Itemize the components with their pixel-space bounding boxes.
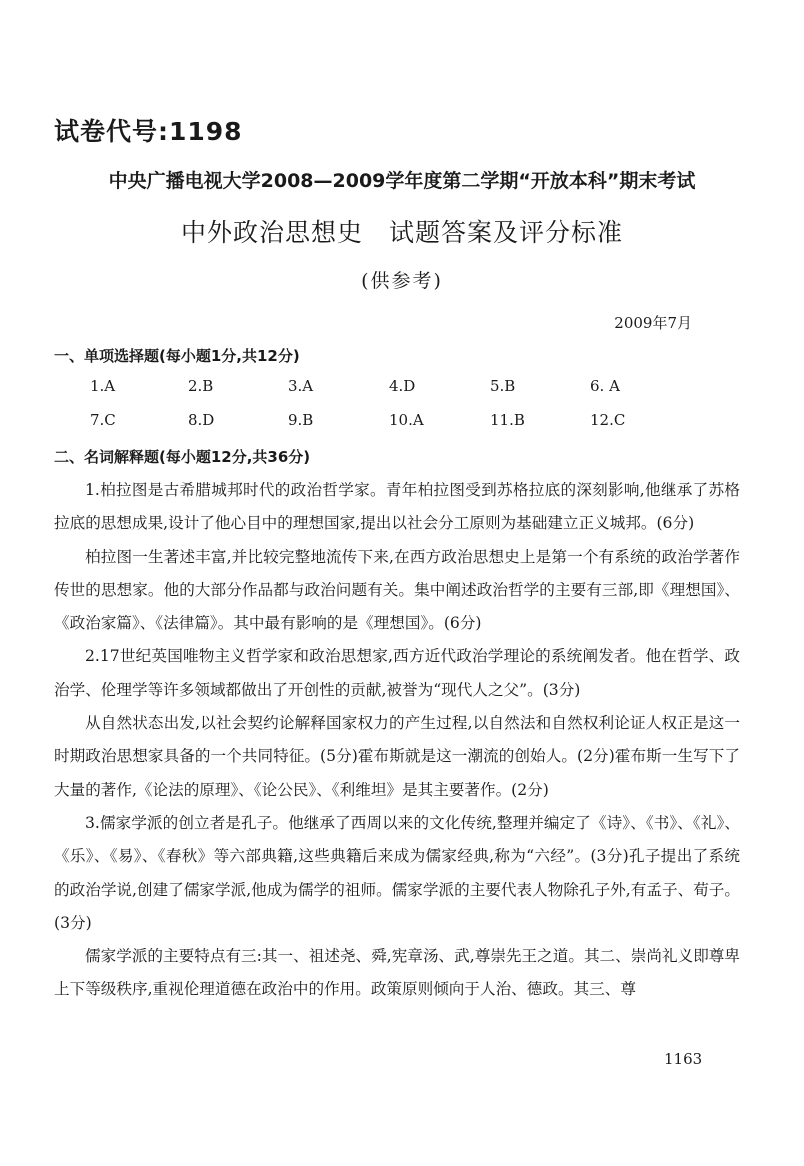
answer-item: 10.A [389, 411, 424, 429]
answer-paragraph: 儒家学派的主要特点有三:其一、祖述尧、舜,宪章汤、武,尊崇先王之道。其二、崇尚礼义即尊卑上下等级秩序,重视伦理道德在政治中的作用。政策原则倾向于人治、德政。其三、尊 [54, 947, 740, 999]
answer-item: 4.D [389, 377, 416, 395]
doc-date: 2009年7月 [614, 314, 692, 332]
page-number: 1163 [664, 1050, 703, 1068]
section-two-body [54, 474, 740, 1007]
answer-paragraph: 从自然状态出发,以社会契约论解释国家权力的产生过程,以自然法和自然权利论证人权正是这一时期政治思想家具备的一个共同特征。(5分)霍布斯就是这一潮流的创始人。(2分)霍布斯一生写下了大量的著作,《论法的原理》、《论公民》、《利维坦》是其主要著作。(2分) [54, 714, 740, 799]
answer-item: 12.C [590, 411, 626, 429]
answer-paragraph: 柏拉图一生著述丰富,并比较完整地流传下来,在西方政治思想史上是第一个有系统的政治学著作传世的思想家。他的大部分作品都与政治问题有关。集中阐述政治哲学的主要有三部,即《理想国》、《政治家篇》、《法律篇》。其中最有影响的是《理想国》。(6分) [54, 547, 740, 633]
section-two-heading: 二、名词解释题(每小题12分,共36分) [54, 448, 311, 466]
answer-paragraph: 1.柏拉图是古希腊城邦时代的政治哲学家。青年柏拉图受到苏格拉底的深刻影响,他继承了苏格拉底的思想成果,设计了他心目中的理想国家,提出以社会分工原则为基础建立正义城邦。(6分) [54, 481, 740, 533]
course-title: 中外政治思想史 试题答案及评分标准 [180, 218, 623, 247]
answer-item: 8.D [188, 411, 215, 429]
answer-item: 11.B [490, 411, 525, 429]
answer-item: 6. A [590, 377, 620, 395]
doc-subtitle: (供参考) [361, 270, 443, 292]
answer-paragraph: 2.17世纪英国唯物主义哲学家和政治思想家,西方近代政治学理论的系统阐发者。他在哲学、政治学、伦理学等许多领域都做出了开创性的贡献,被誉为“现代人之父”。(3分) [54, 647, 740, 699]
answer-item: 1.A [90, 377, 116, 395]
answer-item: 7.C [90, 411, 116, 429]
answer-item: 9.B [288, 411, 314, 429]
exam-title: 中央广播电视大学2008—2009学年度第二学期“开放本科”期末考试 [108, 170, 696, 192]
answer-item: 5.B [490, 377, 516, 395]
section-one-heading: 一、单项选择题(每小题1分,共12分) [54, 347, 300, 365]
answer-item: 3.A [288, 377, 314, 395]
paper-code: 试卷代号:1198 [54, 117, 243, 146]
answer-item: 2.B [188, 377, 214, 395]
answer-paragraph: 3.儒家学派的创立者是孔子。他继承了西周以来的文化传统,整理并编定了《诗》、《书》、《礼》、《乐》、《易》、《春秋》等六部典籍,这些典籍后来成为儒家经典,称为“六经”。(3分)孔子提出了系统的政治学说,创建了儒家学派,他成为儒学的祖师。儒家学派的主要代表人物除孔子外,有孟子、荀子。(3分) [54, 813, 740, 932]
